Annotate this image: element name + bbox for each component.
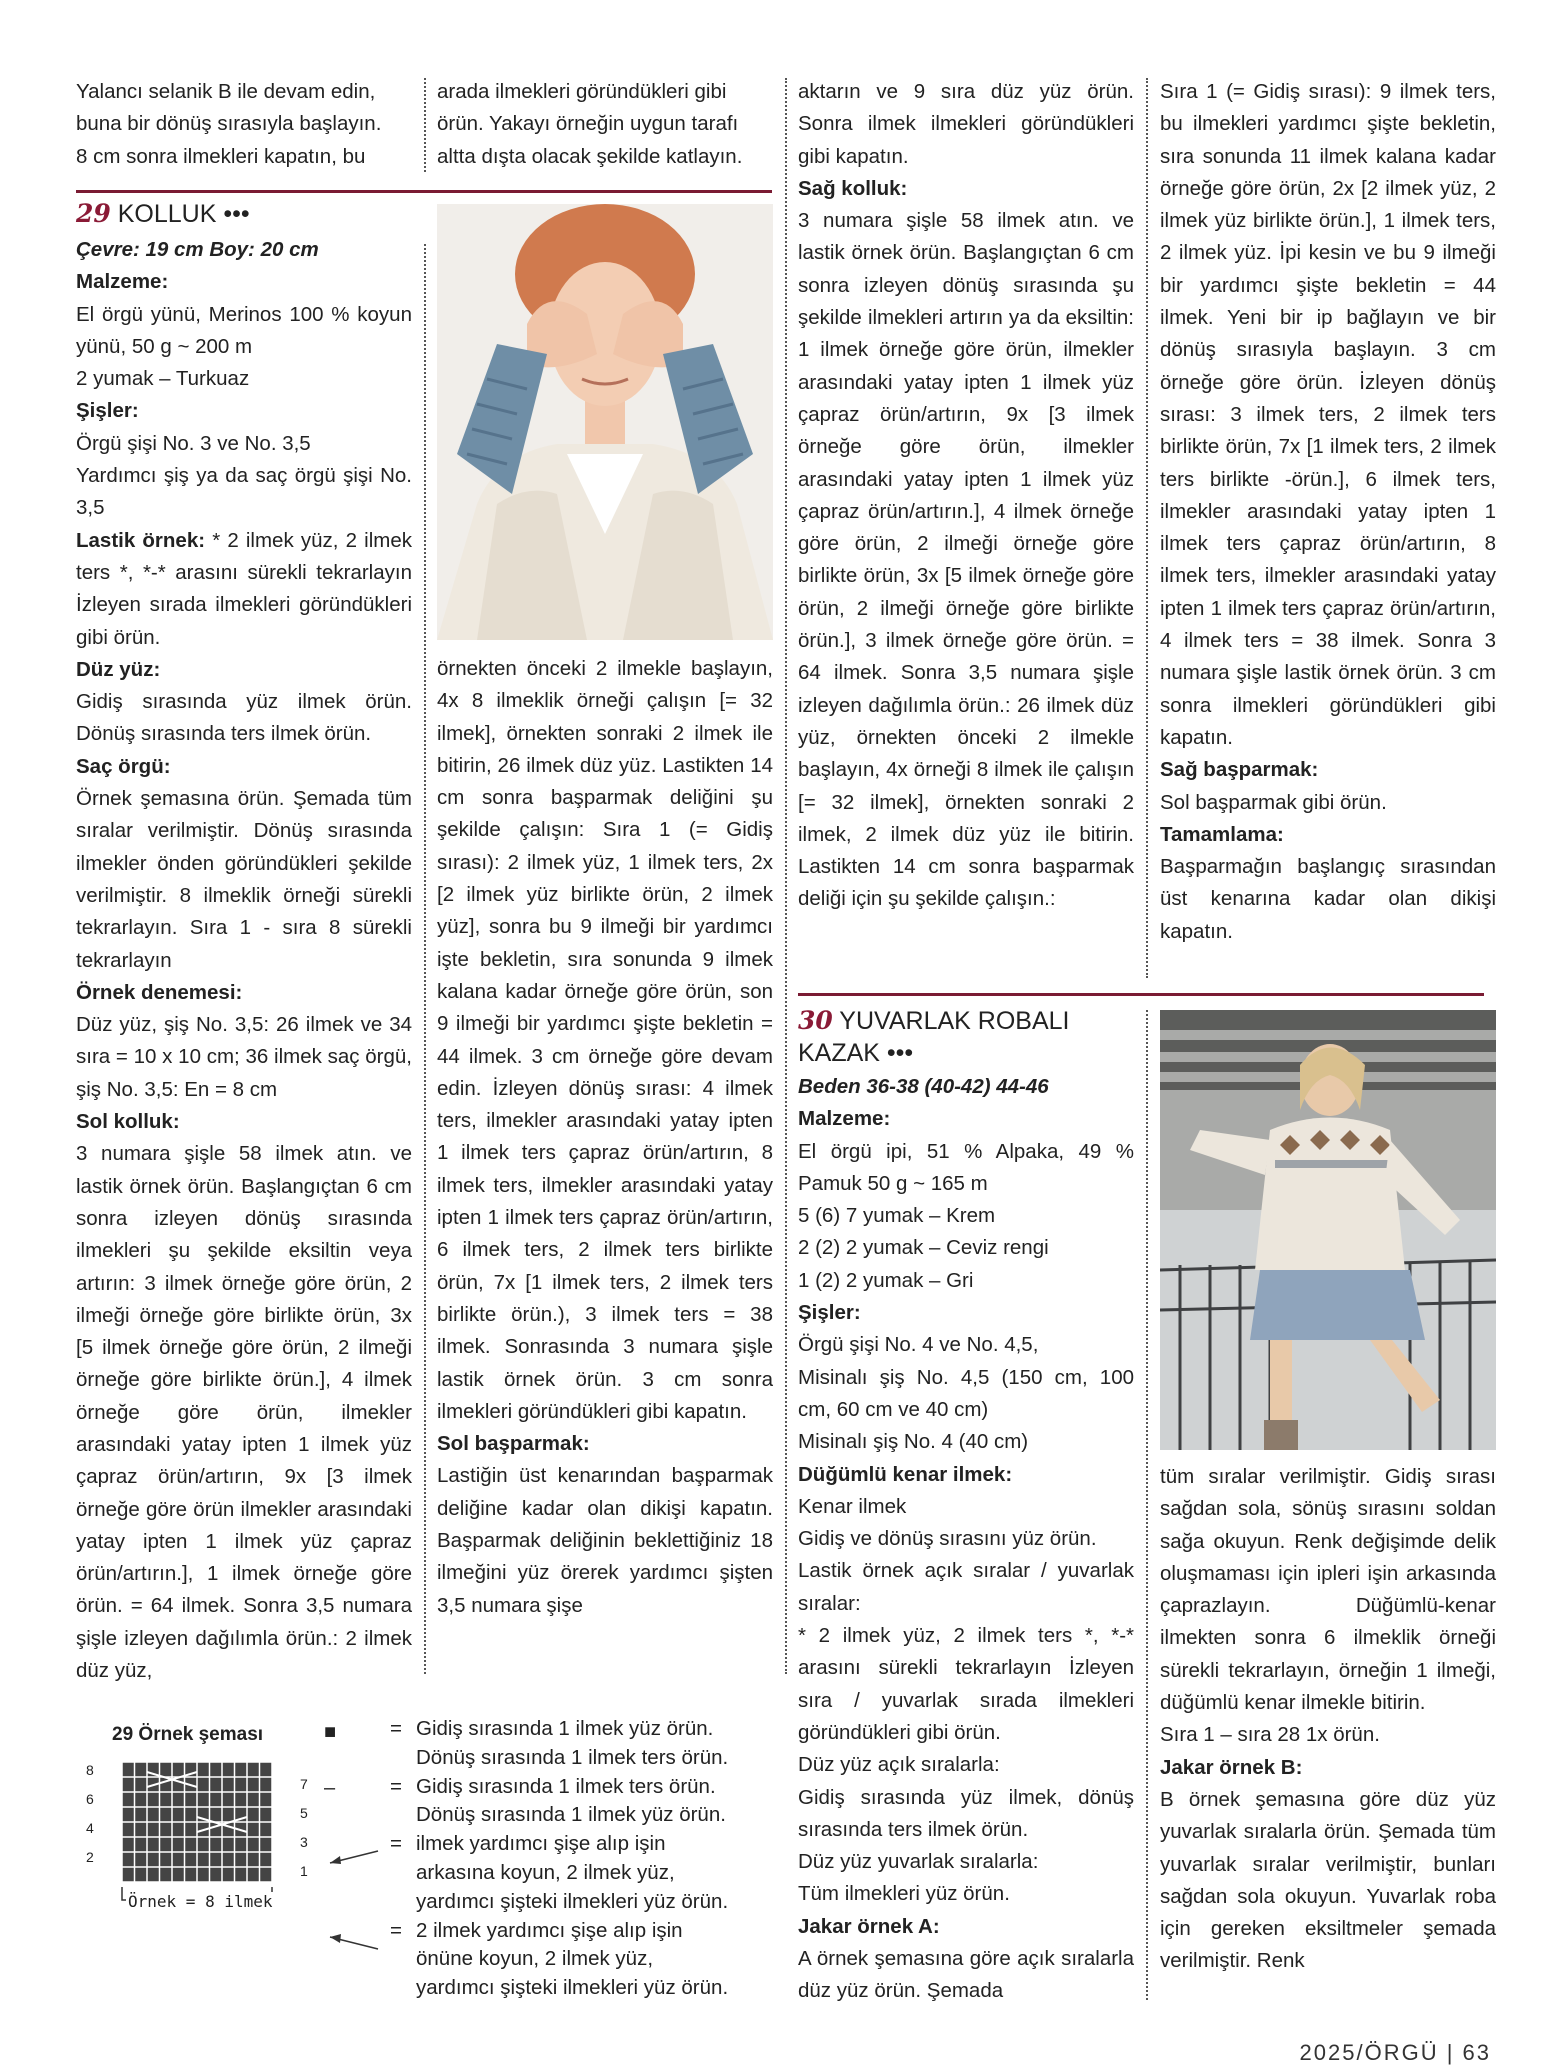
section-label: Düz yüz: bbox=[76, 657, 161, 681]
text: 1 (2) 2 yumak – Gri bbox=[798, 1268, 974, 1292]
woman-in-sweater-photo bbox=[1160, 1010, 1496, 1450]
article-title: KOLLUK ••• bbox=[117, 200, 250, 228]
col3-article30 bbox=[798, 1071, 1134, 2008]
chart-row-labels-left bbox=[86, 1756, 94, 1872]
row-label: 2 bbox=[86, 1849, 94, 1865]
text: 3 numara şişle 58 ilmek atın. ve lastik örnek örün. Başlangıçtan 6 cm sonra izleyen dönüş sırasında şu şekilde ilmekleri artırın ya da eksiltin: 1 ilmek örneğe göre örün, ilmekler arasındaki yatay ipten 1 ilmek yüz çapraz örün/artırın, 9x [3 ilmek örneğe göre örün, ilmekler arasındaki yatay ipten 1 ilmek yüz çapraz örün/artırın.], 4 ilmek örneğe göre örün, 2 ilmeği örneğe göre birlikte örün, 3x [5 ilmek örneğe göre örün, 2 ilmeği örneğe göre birlikte örün.], 3 ilmek örneğe göre örün. = 64 ilmek. Sonra 3,5 numara şişle izleyen dağılımla örün.: 26 ilmek düz yüz, örnekten önceki 2 ilmekle başlayın, 4x örneği 8 ilmek ile çalışın [= 32 ilmek], örnekten sonraki 2 ilmek, 2 ilmek düz yüz ile bitirin. Lastikten 14 cm sonra başparmak deliği için şu şekilde çalışın.: bbox=[798, 209, 1134, 911]
row-label: 7 bbox=[300, 1776, 308, 1792]
equals-sign: = bbox=[390, 1774, 402, 1798]
section-label: Saç örgü: bbox=[76, 754, 171, 778]
section-label: Sağ kolluk: bbox=[798, 176, 908, 200]
row-label: 3 bbox=[300, 1834, 308, 1850]
row-label: 1 bbox=[300, 1863, 308, 1879]
text-line: örün. Yakayı örneğin uygun tarafı bbox=[437, 112, 739, 136]
section-label: Jakar örnek B: bbox=[1160, 1755, 1303, 1779]
row-label: 6 bbox=[86, 1791, 94, 1807]
legend-text: arkasına koyun, 2 ilmek yüz, bbox=[416, 1860, 675, 1884]
size-info: Çevre: 19 cm Boy: 20 cm bbox=[76, 238, 319, 261]
column-divider bbox=[1146, 78, 1148, 978]
col1-body bbox=[76, 234, 412, 1687]
legend-text: önüne koyun, 2 ilmek yüz, bbox=[416, 1947, 654, 1971]
legend-text: Dönüş sırasında 1 ilmek yüz örün. bbox=[416, 1803, 726, 1827]
article-30-heading bbox=[798, 1005, 1138, 1069]
row-label: 4 bbox=[86, 1820, 94, 1836]
section-divider-29 bbox=[76, 190, 772, 193]
text: 2 yumak – Turkuaz bbox=[76, 367, 250, 391]
text: El örgü ipi, 51 % Alpaka, 49 % Pamuk 50 g ~ 165 m bbox=[798, 1139, 1134, 1195]
row-label: 8 bbox=[86, 1762, 94, 1778]
article-title: YUVARLAK ROBALI bbox=[839, 1007, 1070, 1035]
legend-item bbox=[390, 1830, 790, 1916]
text: Sıra 1 (= Gidiş sırası): 9 ilmek ters, bu ilmekleri yardımcı şişte bekletin, sıra sonunda 11 ilmek kalana kadar örneğe göre örün, 2x [2 ilmek yüz, 2 ilmek yüz birlikte örün.], 1 ilmek ters, 2 ilmek yüz. İpi kesin ve bu 9 ilmeği bir yardımcı şişte bekletin = 44 ilmek. Yeni bir ip bağlayın ve bir dönüş sırasıyla başlayın. 3 cm örneğe göre örün. İzleyen dönüş sırası: 3 ilmek ters, 2 ilmek ters birlikte örün, 7x [1 ilmek ters, 2 ilmek ters birlikte -örün.], 6 ilmek ters, ilmekler arasındaki yatay ipten 1 ilmek ters çapraz örün/artırın, 8 ilmek ters, ilmekler arasındaki yatay ipten 1 ilmek ters çapraz örün/artırın, 4 ilmek ters = 38 ilmek. Sonra 3 numara şişle lastik örnek örün. 3 cm sonra ilmekleri göründükleri gibi kapatın. bbox=[1160, 80, 1496, 749]
equals-sign: = bbox=[390, 1918, 402, 1942]
stitch-chart bbox=[82, 1762, 312, 1912]
text-line: 8 cm sonra ilmekleri kapatın, bu bbox=[76, 144, 366, 168]
photo-illustration bbox=[1160, 1010, 1496, 1450]
text: aktarın ve 9 sıra düz yüz örün. Sonra ilmek ilmekleri göründükleri gibi kapatın. bbox=[798, 80, 1134, 168]
legend-text: yardımcı şişteki ilmekleri yüz örün. bbox=[416, 1976, 729, 2000]
section-divider-30 bbox=[798, 993, 1484, 996]
text-line: altta dışta olacak şekilde katlayın. bbox=[437, 144, 743, 168]
chart-repeat-label: Örnek = 8 ilmek bbox=[128, 1892, 273, 1911]
column-divider bbox=[785, 78, 787, 1674]
column-divider bbox=[424, 244, 426, 1674]
text: Sol başparmak gibi örün. bbox=[1160, 790, 1387, 814]
text: * 2 ilmek yüz, 2 ilmek ters *, *-* arasını sürekli tekrarlayın İzleyen sırada ilmekleri göründükleri gibi örün. bbox=[76, 528, 412, 649]
text: Kenar ilmek bbox=[798, 1494, 907, 1518]
text: örnekten önceki 2 ilmekle başlayın, 4x 8 ilmeklik örneği çalışın [= 32 ilmek], örnekten sonraki 2 ilmek ile bitirin, 26 ilmek düz yüz. Lastikten 14 cm sonra başparmak deliğini şu şekilde çalışın: Sıra 1 (= Gidiş sırası): 2 ilmek yüz, 1 ilmek ters, 2x [2 ilmek yüz birlikte örün, 2 ilmek yüz], sonra bu 9 ilmeği bir yardımcı işte bekletin, sıra sonunda 9 ilmek kalana kadar örneğe göre örün, son 9 ilmeği bir yardımcı şişte bekletin = 44 ilmek. 3 cm örneğe göre devam edin. İzleyen dönüş sırası: 4 ilmek ters, ilmekler arasındaki yatay ipten 1 ilmek ters çapraz örün/artırın, 8 ilmek ters, ilmekler arasındaki yatay ipten 1 ilmek ters çapraz örün/artırın, 6 ilmek ters, 2 ilmek ters birlikte örün, 7x [1 ilmek ters, 2 ilmek ters birlikte örün.), 3 ilmek ters = 38 ilmek. Sonrasında 3 numara şişle lastik örnek örün. 3 cm sonra ilmekleri göründükleri gibi kapatın. bbox=[437, 657, 773, 1423]
woman-with-mittens-photo bbox=[437, 204, 773, 640]
legend-item bbox=[390, 1917, 790, 2003]
col1-top bbox=[76, 76, 411, 173]
column-divider bbox=[424, 78, 426, 172]
text: B örnek şemasına göre düz yüz yuvarlak sıralarla örün. Şemada tüm yuvarlak sıralar verilmiştir, bunları sağdan sola okuyun. Yuvarlak roba için gereken eksiltmeler şemada verilmiştir. Renk bbox=[1160, 1787, 1496, 1973]
legend-text: yardımcı şişteki ilmekleri yüz örün. bbox=[416, 1889, 729, 1913]
col4-body bbox=[1160, 76, 1496, 948]
text: * 2 ilmek yüz, 2 ilmek ters *, *-* arasını sürekli tekrarlayın İzleyen sıra / yuvarlak sırada ilmekleri göründükleri gibi örün. bbox=[798, 1624, 1134, 1744]
text: Gidiş ve dönüş sırasını yüz örün. bbox=[798, 1527, 1097, 1551]
text: Misinalı şiş No. 4,5 (150 cm, 100 cm, 60 cm ve 40 cm) bbox=[798, 1365, 1134, 1421]
chart-29-title: 29 Örnek şeması bbox=[112, 1724, 264, 1745]
legend-text: Gidiş sırasında 1 ilmek yüz örün. bbox=[416, 1717, 714, 1740]
col2-top bbox=[437, 76, 773, 173]
text-line: Yalancı selanik B ile devam edin, bbox=[76, 80, 376, 103]
article-number: 29 bbox=[76, 199, 111, 228]
text: A örnek şemasına göre açık sıralarla düz yüz örün. Şemada bbox=[798, 1947, 1134, 2003]
text: Misinalı şiş No. 4 (40 cm) bbox=[798, 1430, 1029, 1454]
text: Gidiş sırasında yüz ilmek örün. Dönüş sırasında ters ilmek örün. bbox=[76, 690, 412, 746]
legend-text: Gidiş sırasında 1 ilmek ters örün. bbox=[416, 1774, 716, 1798]
text: 5 (6) 7 yumak – Krem bbox=[798, 1204, 996, 1228]
legend-item bbox=[390, 1715, 790, 1773]
text: Gidiş sırasında yüz ilmek, dönüş sırasında ters ilmek örün. bbox=[798, 1785, 1134, 1841]
chart-row-labels-right bbox=[300, 1770, 308, 1886]
chart-legend bbox=[390, 1715, 790, 2003]
chart-29-grid bbox=[82, 1762, 312, 1912]
section-label: Sağ başparmak: bbox=[1160, 758, 1319, 782]
size-info: Beden 36-38 (40-42) 44-46 bbox=[798, 1075, 1049, 1098]
col2-body bbox=[437, 653, 773, 1622]
section-label: Malzeme: bbox=[798, 1107, 891, 1131]
legend-text: 2 ilmek yardımcı şişe alıp işin bbox=[416, 1918, 683, 1942]
text-line: buna bir dönüş sırasıyla başlayın. bbox=[76, 112, 382, 136]
knit-symbol: ■ bbox=[324, 1721, 337, 1743]
text: 3 numara şişle 58 ilmek atın. ve lastik örnek örün. Başlangıçtan 6 cm sonra izleyen dönüş sırasında ilmekleri şu şekilde eksiltin veya artırın: 3 ilmek örneğe göre örün, 2 ilmeği örneğe göre birlikte örün, 3x [5 ilmek örneğe göre örün, 2 ilmeği örneğe göre birlikte örün.], 4 ilmek örneğe göre örün, ilmekler arasındaki yatay ipten 1 ilmek yüz çapraz örün/artırın, 9x [3 ilmek örneğe göre örün ilmekler arasındaki yatay ipten 1 ilmek yüz çapraz örün/artırın.], 1 ilmek örneğe göre örün. = 64 ilmek. Sonra 3,5 numara şişle izleyen dağılımla örün.: 2 ilmek düz yüz, bbox=[76, 1142, 412, 1683]
text: Düz yüz, şiş No. 3,5: 26 ilmek ve 34 sıra = 10 x 10 cm; 36 ilmek saç örgü, şiş No. 3,5: En = 8 cm bbox=[76, 1013, 412, 1101]
text: El örgü yünü, Merinos 100 % koyun yünü, 50 g ~ 200 m bbox=[76, 302, 412, 358]
article-29-heading bbox=[76, 198, 250, 230]
text: 2 (2) 2 yumak – Ceviz rengi bbox=[798, 1236, 1049, 1260]
section-label: Malzeme: bbox=[76, 270, 169, 294]
section-label: Şişler: bbox=[76, 399, 139, 423]
col4-article30 bbox=[1160, 1461, 1496, 1978]
text: Tüm ilmekleri yüz örün. bbox=[798, 1882, 1010, 1906]
column-divider bbox=[1146, 1010, 1148, 2000]
equals-sign: = bbox=[390, 1832, 402, 1856]
section-label: Tamamlama: bbox=[1160, 822, 1284, 846]
section-label: Örnek denemesi: bbox=[76, 980, 243, 1004]
section-label: Lastik örnek: bbox=[76, 528, 206, 552]
text: tüm sıralar verilmiştir. Gidiş sırası sağdan sola, sönüş sırasını soldan sağa okuyun. Renk değişimde delik oluşmaması için ipleri işin arkasında çaprazlayın. Düğümlü-kenar ilmekten sonra 6 ilmeklik örneği sürekli tekrarlayın, örneğin 1 ilmeği, düğümlü kenar ilmekle bitirin. bbox=[1160, 1465, 1496, 1715]
text: Lastik örnek açık sıralar / yuvarlak sıralar: bbox=[798, 1559, 1134, 1615]
text-line: arada ilmekleri göründükleri gibi bbox=[437, 80, 727, 103]
section-label: Jakar örnek A: bbox=[798, 1914, 940, 1938]
row-label: 5 bbox=[300, 1805, 308, 1821]
text: Örgü şişi No. 4 ve No. 4,5, bbox=[798, 1333, 1039, 1357]
purl-symbol: – bbox=[324, 1777, 336, 1799]
legend-text: Dönüş sırasında 1 ilmek ters örün. bbox=[416, 1745, 729, 1769]
text: Lastiğin üst kenarından başparmak deliğine kadar olan dikişi kapatın. Başparmak deliğinin beklettiğiniz 18 ilmeğini yüz örerek yardımcı şişten 3,5 numara şişe bbox=[437, 1464, 773, 1617]
text: Düz yüz açık sıralarla: bbox=[798, 1753, 1000, 1777]
article-title-line2: KAZAK ••• bbox=[798, 1039, 914, 1067]
text: Düz yüz yuvarlak sıralarla: bbox=[798, 1850, 1039, 1874]
section-label: Sol kolluk: bbox=[76, 1110, 180, 1134]
legend-text: ilmek yardımcı şişe alıp işin bbox=[416, 1832, 666, 1856]
text: Başparmağın başlangıç sırasından üst kenarına kadar olan dikişi kapatın. bbox=[1160, 855, 1496, 943]
text: Yardımcı şiş ya da saç örgü şişi No. 3,5 bbox=[76, 464, 412, 520]
equals-sign: = bbox=[390, 1717, 402, 1740]
article-number: 30 bbox=[798, 1006, 833, 1035]
legend-item bbox=[390, 1773, 790, 1831]
col3-body bbox=[798, 76, 1134, 916]
photo-illustration bbox=[437, 204, 773, 640]
page-footer: 2025/ÖRGÜ | 63 bbox=[1299, 2040, 1491, 2065]
section-label: Düğümlü kenar ilmek: bbox=[798, 1462, 1013, 1486]
text: Sıra 1 – sıra 28 1x örün. bbox=[1160, 1723, 1380, 1747]
text: Örnek şemasına örün. Şemada tüm sıralar verilmiştir. Dönüş sırasında ilmekler önden göründükleri şekilde verilmiştir. 8 ilmeklik örneği sürekli tekrarlayın. Sıra 1 - sıra 8 sürekli tekrarlayın bbox=[76, 787, 412, 972]
section-label: Sol başparmak: bbox=[437, 1432, 590, 1456]
section-label: Şişler: bbox=[798, 1301, 861, 1325]
text: Örgü şişi No. 3 ve No. 3,5 bbox=[76, 431, 311, 455]
